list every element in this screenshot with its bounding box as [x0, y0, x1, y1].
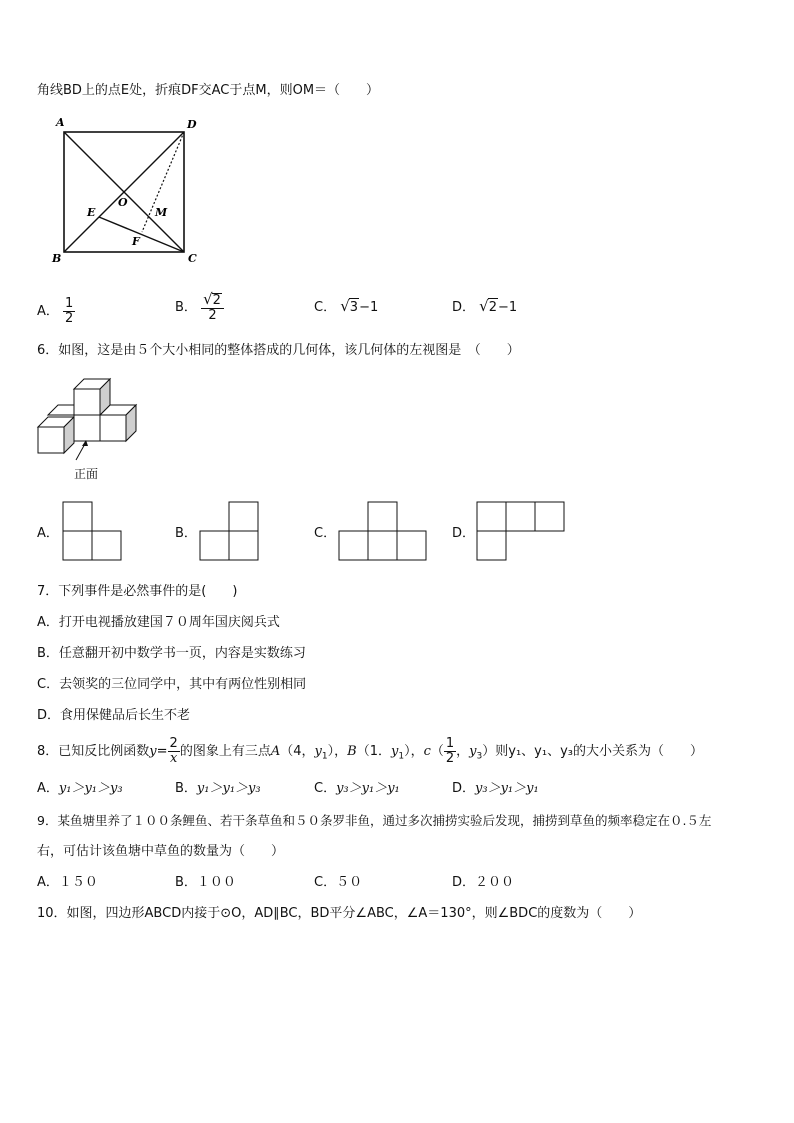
q7-stem: 7．下列事件是必然事件的是( ) — [37, 584, 238, 599]
q6-stem: 6．如图，这是由５个大小相同的整体搭成的几何体，该几何体的左视图是 （ ） — [37, 343, 520, 358]
q5-label-M: M — [155, 206, 168, 219]
q8-option-a: A．y₁＞y₁＞y₃ — [37, 781, 123, 796]
q9-option-c: C．５０ — [314, 875, 363, 890]
q6-option-a-label: A． — [37, 526, 59, 541]
q5-label-B: B — [52, 252, 62, 265]
q7-option-c: C．去领奖的三位同学中，其中有两位性别相同 — [37, 677, 307, 692]
q6-option-c-label: C． — [314, 526, 337, 541]
q5-option-d-radicand: 2 — [488, 300, 497, 315]
q8-option-b: B．y₁＞y₁＞y₃ — [175, 781, 261, 796]
q10-stem: 10．如图，四边形ABCD内接于⊙O，AD∥BC，BD平分∠ABC，∠A＝130°，则∠BDC的度数为（ ） — [37, 906, 642, 921]
q6-option-a-view — [62, 501, 124, 563]
q5-stem: 角线BD上的点E处，折痕DF交AC于点M，则OM＝（ ） — [37, 83, 380, 98]
q5-option-b-fraction: $\frac{√2}{2}$ — [201, 292, 224, 323]
q5-label-D: D — [187, 118, 197, 131]
q6-front-label: 正面 — [74, 467, 99, 481]
q9-option-b: B．１００ — [175, 875, 236, 890]
q8-option-c: C．y₃＞y₁＞y₁ — [314, 781, 400, 796]
q5-label-E: E — [87, 206, 96, 219]
q9-option-d: D．２００ — [452, 875, 515, 890]
q6-option-b-view — [199, 501, 261, 563]
q5-option-c: C． √3−1 — [314, 297, 379, 315]
q8-point-c-fraction: $\frac{1}{2}$ — [445, 736, 455, 766]
q5-option-a — [37, 297, 75, 326]
q5-option-b — [175, 292, 224, 323]
q8-stem: 8．已知反比例函数y= $\frac{2}{x}$ 的图象上有三点A（4，$y_1$），B（1．$y_1$），c（ $\frac{1}{2}$ ，$y_3$）则y₁、y₁、y₃的大小关系为（ ） — [37, 736, 703, 766]
q8-option-d: D．y₃＞y₁＞y₁ — [452, 781, 539, 796]
q7-option-b: B．任意翻开初中数学书一页，内容是实数练习 — [37, 646, 306, 661]
q5-label-C: C — [188, 252, 197, 265]
q9-option-a: A．１５０ — [37, 875, 98, 890]
q5-square-figure — [48, 112, 208, 268]
q5-label-F: F — [132, 235, 140, 248]
q7-option-a: A．打开电视播放建国７０周年国庆阅兵式 — [37, 615, 280, 630]
q5-option-a-label: A． — [37, 304, 59, 319]
q6-option-c-view — [338, 501, 430, 563]
q5-option-c-label: C． — [314, 300, 337, 315]
q5-label-O: O — [118, 196, 128, 209]
q9-stem-line2: 右，可估计该鱼塘中草鱼的数量为（ ） — [37, 844, 285, 859]
q5-option-d-label: D． — [452, 300, 476, 315]
q6-option-b-label: B． — [175, 526, 197, 541]
q8-function-fraction: $\frac{2}{x}$ — [169, 736, 178, 766]
q6-option-d-label: D． — [452, 526, 476, 541]
q7-option-d: D．食用保健品后长生不老 — [37, 708, 191, 723]
q5-option-a-fraction: $\frac{1}{2}$ — [65, 296, 74, 326]
q6-option-d-view — [476, 501, 568, 563]
q5-label-A: A — [56, 116, 65, 129]
q5-option-c-radicand: 3 — [349, 300, 359, 315]
q5-option-b-label: B． — [175, 300, 197, 315]
q9-stem-line1: 9．某鱼塘里养了１００条鲤鱼、若干条草鱼和５０条罗非鱼，通过多次捕捞实验后发现，捕捞到草鱼的频率稳定在０.５左 — [37, 813, 712, 828]
q5-option-d: D． √2−1 — [452, 297, 518, 315]
